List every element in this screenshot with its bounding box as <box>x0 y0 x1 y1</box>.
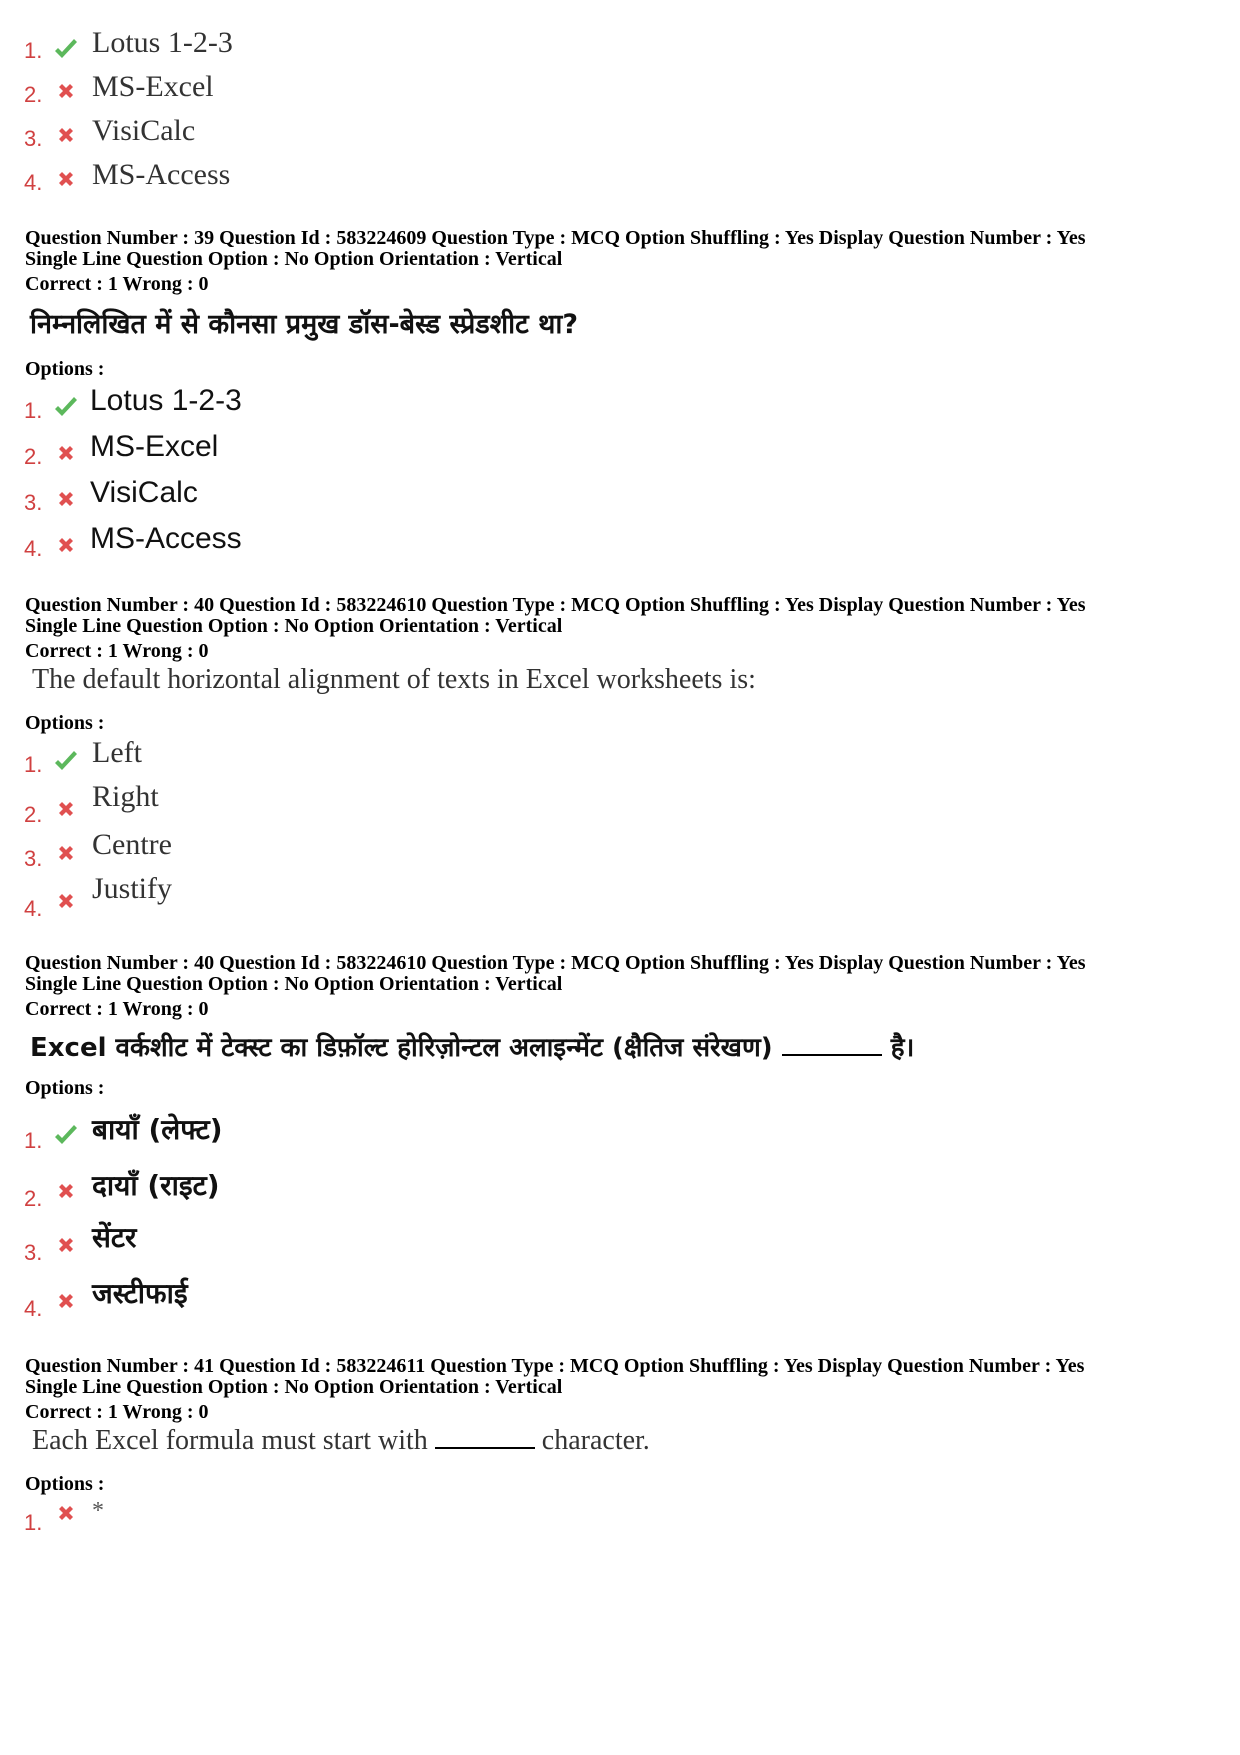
option-text: * <box>92 1498 104 1524</box>
option-text: Centre <box>92 828 172 861</box>
option-number: 1. <box>24 38 43 63</box>
question-meta-line: Single Line Question Option : No Option Orientation : Vertical <box>25 1376 563 1398</box>
cross-icon <box>52 122 80 150</box>
cross-icon <box>52 1288 80 1316</box>
check-icon <box>52 748 80 776</box>
option-number: 1. <box>24 1128 43 1153</box>
option-text: MS-Excel <box>92 70 214 103</box>
option-text: बायाँ (लेफ्ट) <box>92 1113 223 1146</box>
option-number: 4. <box>24 1296 43 1321</box>
cross-icon <box>52 888 80 916</box>
option-text: VisiCalc <box>92 114 196 147</box>
question-meta-line: Question Number : 39 Question Id : 583224609 Question Type : MCQ Option Shuffling : Yes Display Question Number : Yes <box>25 227 1086 249</box>
cross-icon <box>52 78 80 106</box>
option-number: 1. <box>24 752 43 777</box>
question-score-line: Correct : 1 Wrong : 0 <box>25 998 209 1020</box>
options-label: Options : <box>25 712 105 734</box>
question-text: निम्नलिखित में से कौनसा प्रमुख डॉस-बेस्ड स्प्रेडशीट था? <box>30 309 579 340</box>
cross-icon <box>52 486 80 514</box>
cross-icon <box>52 1232 80 1260</box>
option-text: MS-Excel <box>90 430 219 463</box>
options-label: Options : <box>25 358 105 380</box>
option-number: 3. <box>24 846 43 871</box>
cross-icon <box>52 1500 80 1528</box>
option-text: Lotus 1-2-3 <box>90 384 242 417</box>
option-text: Right <box>92 780 159 813</box>
option-number: 2. <box>24 82 43 107</box>
check-icon <box>52 36 80 64</box>
cross-icon <box>52 840 80 868</box>
cross-icon <box>52 796 80 824</box>
answer-blank <box>435 1446 535 1449</box>
cross-icon <box>52 532 80 560</box>
check-icon <box>52 394 80 422</box>
option-text: Justify <box>92 872 173 905</box>
question-meta-line: Single Line Question Option : No Option Orientation : Vertical <box>25 973 563 995</box>
option-number: 4. <box>24 896 43 921</box>
option-text: Lotus 1-2-3 <box>92 26 233 59</box>
question-score-line: Correct : 1 Wrong : 0 <box>25 273 209 295</box>
cross-icon <box>52 440 80 468</box>
option-number: 2. <box>24 1186 43 1211</box>
cross-icon <box>52 1178 80 1206</box>
question-text-end: है। <box>890 1033 915 1063</box>
option-number: 3. <box>24 126 43 151</box>
question-meta-line: Single Line Question Option : No Option Orientation : Vertical <box>25 248 563 270</box>
question-text <box>30 1028 914 1064</box>
cross-icon <box>52 166 80 194</box>
answer-blank <box>782 1053 882 1056</box>
option-number: 4. <box>24 170 43 195</box>
question-meta-line: Single Line Question Option : No Option Orientation : Vertical <box>25 615 563 637</box>
option-text: Left <box>92 736 142 769</box>
question-meta-line: Question Number : 40 Question Id : 583224610 Question Type : MCQ Option Shuffling : Yes Display Question Number : Yes <box>25 952 1086 974</box>
option-text: सेंटर <box>92 1221 137 1254</box>
option-number: 2. <box>24 444 43 469</box>
option-text: दायाँ (राइट) <box>92 1169 220 1202</box>
options-label: Options : <box>25 1077 105 1099</box>
check-icon <box>52 1122 80 1150</box>
option-number: 1. <box>24 398 43 423</box>
question-text: The default horizontal alignment of texts in Excel worksheets is: <box>32 664 756 695</box>
question-text-start: Excel वर्कशीट में टेक्स्ट का डिफ़ॉल्ट होरिज़ोन्टल अलाइन्मेंट (क्षैतिज संरेखण) <box>30 1033 773 1063</box>
question-meta-line: Question Number : 41 Question Id : 583224611 Question Type : MCQ Option Shuffling : Yes Display Question Number : Yes <box>25 1355 1085 1377</box>
option-text: MS-Access <box>90 522 242 555</box>
option-text: VisiCalc <box>90 476 198 509</box>
option-number: 1. <box>24 1510 43 1535</box>
option-number: 3. <box>24 1240 43 1265</box>
question-text-start: Each Excel formula must start with <box>32 1425 428 1456</box>
option-number: 2. <box>24 802 43 827</box>
option-number: 3. <box>24 490 43 515</box>
option-text: MS-Access <box>92 158 231 191</box>
option-number: 4. <box>24 536 43 561</box>
question-score-line: Correct : 1 Wrong : 0 <box>25 1401 209 1423</box>
options-label: Options : <box>25 1473 105 1495</box>
question-score-line: Correct : 1 Wrong : 0 <box>25 640 209 662</box>
question-text-end: character. <box>541 1425 650 1456</box>
question-meta-line: Question Number : 40 Question Id : 583224610 Question Type : MCQ Option Shuffling : Yes Display Question Number : Yes <box>25 594 1086 616</box>
question-text <box>32 1425 650 1457</box>
option-text: जस्टीफाई <box>92 1277 188 1310</box>
